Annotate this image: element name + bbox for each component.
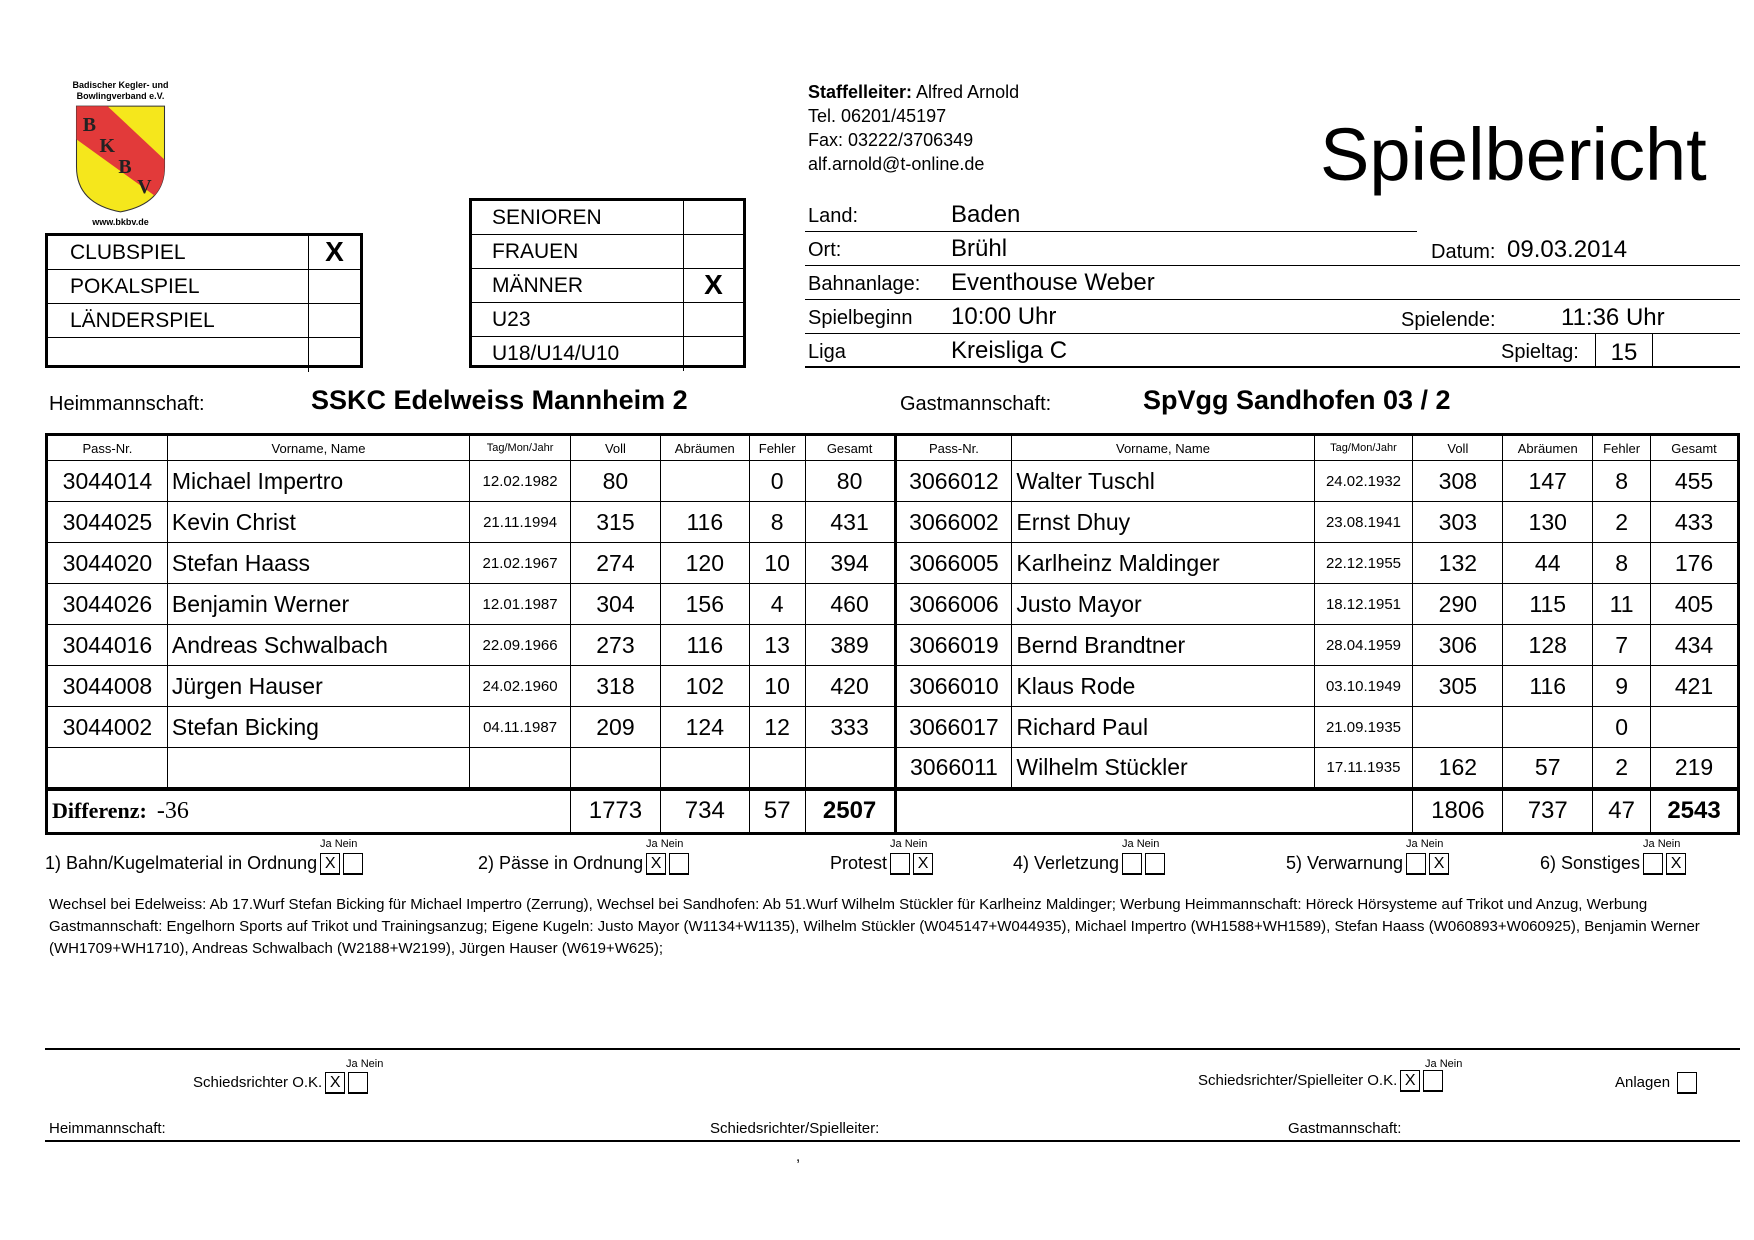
referee2-ok-nein-checkbox[interactable] xyxy=(1423,1070,1443,1092)
land-value: Baden xyxy=(951,201,1021,228)
guest-name: Wilhelm Stückler xyxy=(1012,748,1314,789)
home-pass-nr: 3044002 xyxy=(47,707,168,748)
svg-text:B: B xyxy=(82,114,97,137)
guest-birthdate: 18.12.1951 xyxy=(1314,584,1413,625)
beginn-value: 10:00 Uhr xyxy=(951,303,1057,330)
guest-total-spacer xyxy=(895,789,1413,834)
shield-icon xyxy=(68,104,173,214)
contact-tel: Tel. 06201/45197 xyxy=(808,106,947,126)
anlagen-label: Anlagen xyxy=(1615,1073,1671,1091)
header-name: Vorname, Name xyxy=(1012,435,1314,461)
check-item xyxy=(830,853,933,875)
check-label: Protest xyxy=(830,853,888,873)
guest-voll: 305 xyxy=(1413,666,1503,707)
ja-checkbox[interactable]: X xyxy=(320,853,340,875)
guest-fehler: 7 xyxy=(1593,625,1651,666)
guest-name: Walter Tuschl xyxy=(1012,461,1314,502)
guest-gesamt: 434 xyxy=(1651,625,1739,666)
guest-voll: 290 xyxy=(1413,584,1503,625)
guest-name: Karlheinz Maldinger xyxy=(1012,543,1314,584)
guest-abraeumen: 128 xyxy=(1503,625,1593,666)
table-row xyxy=(47,502,1739,543)
referee2-ok-label: Schiedsrichter/Spielleiter O.K. xyxy=(1198,1071,1398,1089)
guest-birthdate: 17.11.1935 xyxy=(1314,748,1413,789)
header-birthdate: Tag/Mon/Jahr xyxy=(470,435,571,461)
category-label: U18/U14/U10 xyxy=(492,342,620,365)
guest-abraeumen: 57 xyxy=(1503,748,1593,789)
home-fehler: 8 xyxy=(749,502,805,543)
header-pass-nr: Pass-Nr. xyxy=(895,435,1012,461)
home-birthdate: 12.02.1982 xyxy=(470,461,571,502)
game-type-box xyxy=(45,233,363,368)
guest-abraeumen: 116 xyxy=(1503,666,1593,707)
category-label: FRAUEN xyxy=(492,239,579,263)
home-voll: 80 xyxy=(571,461,661,502)
home-total-abraeumen: 734 xyxy=(660,789,749,834)
home-birthdate: 22.09.1966 xyxy=(470,625,571,666)
ja-label: Ja xyxy=(346,1058,358,1070)
difference-cell xyxy=(47,789,571,834)
home-gesamt: 333 xyxy=(805,707,895,748)
nein-checkbox[interactable] xyxy=(669,853,689,875)
ja-checkbox[interactable]: X xyxy=(646,853,666,875)
guest-fehler: 2 xyxy=(1593,748,1651,789)
header-voll: Voll xyxy=(1413,435,1503,461)
anlagen xyxy=(1615,1072,1697,1094)
home-pass-nr: 3044016 xyxy=(47,625,168,666)
nein-label: Nein xyxy=(1420,838,1444,850)
home-gesamt xyxy=(805,748,895,789)
home-name: Stefan Bicking xyxy=(167,707,469,748)
bahn-value: Eventhouse Weber xyxy=(951,269,1155,296)
guest-abraeumen: 115 xyxy=(1503,584,1593,625)
ja-nein-header xyxy=(890,838,927,850)
referee2-ok-ja-checkbox[interactable]: X xyxy=(1400,1070,1420,1092)
home-birthdate: 12.01.1987 xyxy=(470,584,571,625)
spieltag-label: Spieltag: xyxy=(1501,341,1579,363)
home-voll: 315 xyxy=(571,502,661,543)
home-gesamt: 420 xyxy=(805,666,895,707)
header-gesamt: Gesamt xyxy=(1651,435,1739,461)
guest-abraeumen xyxy=(1503,707,1593,748)
game-type-check[interactable] xyxy=(308,270,360,303)
remarks-text: Wechsel bei Edelweiss: Ab 17.Wurf Stefan Bicking für Michael Impertro (Zerrung), Wechsel bei Sandhofen: Ab 51.Wurf Wilhelm Stückler für Karlheinz Maldinger; Werbung Heimmannschaft: Höreck Hörsysteme auf Trikot und Anzug, Werbung Gastmannschaft: Engelhorn Sports auf Trikot und Trainingsanzug; Eigene Kugeln: Justo Mayor (W1134+W1135), Wilhelm Stückler (W045147+W044935), Michael Impertro (WH1588+WH1589), Stefan Haass (W060893+W060925), Benjamin Werner (WH1709+WH1710), Andreas Schwalbach (W2188+W2199), Jürgen Hauser (W619+W625); xyxy=(49,896,1700,957)
home-abraeumen: 124 xyxy=(660,707,749,748)
ja-label: Ja xyxy=(1425,1058,1437,1070)
category-check[interactable] xyxy=(683,337,743,371)
guest-fehler: 8 xyxy=(1593,543,1651,584)
category-check[interactable] xyxy=(683,235,743,268)
home-abraeumen: 102 xyxy=(660,666,749,707)
home-gesamt: 394 xyxy=(805,543,895,584)
comma-mark: , xyxy=(796,1148,801,1165)
bkbv-logo xyxy=(68,80,173,228)
nein-label: Nein xyxy=(1136,838,1160,850)
home-birthdate xyxy=(470,748,571,789)
home-fehler: 13 xyxy=(749,625,805,666)
guest-name: Ernst Dhuy xyxy=(1012,502,1314,543)
ja-label: Ja xyxy=(1643,838,1655,850)
ort-label: Ort: xyxy=(808,239,842,261)
signature-line xyxy=(45,1140,1740,1142)
guest-pass-nr: 3066005 xyxy=(895,543,1012,584)
match-info xyxy=(805,198,1740,368)
header-abraeumen: Abräumen xyxy=(1503,435,1593,461)
guest-pass-nr: 3066012 xyxy=(895,461,1012,502)
guest-gesamt: 421 xyxy=(1651,666,1739,707)
home-voll: 209 xyxy=(571,707,661,748)
game-type-label: LÄNDERSPIEL xyxy=(70,308,215,332)
nein-label: Nein xyxy=(904,838,928,850)
table-header xyxy=(47,435,1739,461)
nein-label: Nein xyxy=(360,1058,384,1070)
check-label: 2) Pässe in Ordnung xyxy=(478,853,644,873)
guest-fehler: 9 xyxy=(1593,666,1651,707)
category-check[interactable] xyxy=(683,201,743,234)
guest-name: Bernd Brandtner xyxy=(1012,625,1314,666)
home-name: Jürgen Hauser xyxy=(167,666,469,707)
ja-label: Ja xyxy=(890,838,902,850)
contact-fax: Fax: 03222/3706349 xyxy=(808,130,974,150)
contact-label: Staffelleiter: xyxy=(808,82,913,102)
ja-nein-header xyxy=(1406,838,1443,850)
nein-checkbox[interactable]: X xyxy=(913,853,933,875)
spieltag-value: 15 xyxy=(1595,334,1653,367)
guest-voll: 303 xyxy=(1413,502,1503,543)
liga-value: Kreisliga C xyxy=(951,337,1068,364)
ja-checkbox[interactable] xyxy=(890,853,910,875)
home-name xyxy=(167,748,469,789)
guest-name: Klaus Rode xyxy=(1012,666,1314,707)
guest-gesamt: 176 xyxy=(1651,543,1739,584)
table-row xyxy=(47,707,1739,748)
home-total-gesamt: 2507 xyxy=(805,789,895,834)
check-label: 4) Verletzung xyxy=(1013,853,1120,873)
check-label: 1) Bahn/Kugelmaterial in Ordnung xyxy=(45,853,318,873)
header-pass-nr: Pass-Nr. xyxy=(47,435,168,461)
logo-url: www.bkbv.de xyxy=(92,217,149,227)
ja-label: Ja xyxy=(1406,838,1418,850)
home-voll xyxy=(571,748,661,789)
ja-nein-header xyxy=(1122,838,1159,850)
header-name: Vorname, Name xyxy=(167,435,469,461)
guest-fehler: 0 xyxy=(1593,707,1651,748)
home-pass-nr: 3044025 xyxy=(47,502,168,543)
category-label: SENIOREN xyxy=(492,205,602,229)
nein-checkbox[interactable] xyxy=(343,853,363,875)
table-row xyxy=(47,461,1739,502)
home-pass-nr: 3044014 xyxy=(47,461,168,502)
ende-label: Spielende: xyxy=(1401,309,1496,331)
category-box xyxy=(469,198,746,368)
nein-label: Nein xyxy=(660,838,684,850)
guest-birthdate: 03.10.1949 xyxy=(1314,666,1413,707)
check-item xyxy=(1013,853,1165,875)
guest-total-voll: 1806 xyxy=(1413,789,1503,834)
home-total-voll: 1773 xyxy=(571,789,661,834)
table-row xyxy=(47,748,1739,789)
guest-total-gesamt: 2543 xyxy=(1651,789,1739,834)
guest-birthdate: 24.02.1932 xyxy=(1314,461,1413,502)
home-voll: 318 xyxy=(571,666,661,707)
ja-nein-header xyxy=(320,838,357,850)
check-label: 6) Sonstiges xyxy=(1540,853,1641,873)
divider xyxy=(45,1048,1740,1050)
home-pass-nr: 3044020 xyxy=(47,543,168,584)
guest-abraeumen: 147 xyxy=(1503,461,1593,502)
category-label: MÄNNER xyxy=(492,273,584,297)
ja-label: Ja xyxy=(1122,838,1134,850)
check-item xyxy=(1286,853,1449,875)
guest-gesamt: 433 xyxy=(1651,502,1739,543)
guest-pass-nr: 3066011 xyxy=(895,748,1012,789)
ja-nein-header xyxy=(1643,838,1680,850)
header-abraeumen: Abräumen xyxy=(660,435,749,461)
home-name: Andreas Schwalbach xyxy=(167,625,469,666)
home-abraeumen: 116 xyxy=(660,625,749,666)
ja-checkbox[interactable] xyxy=(1643,853,1663,875)
guest-voll xyxy=(1413,707,1503,748)
home-fehler xyxy=(749,748,805,789)
datum-label: Datum: xyxy=(1431,241,1496,263)
guest-signature-label: Gastmannschaft: xyxy=(1288,1120,1402,1137)
guest-total-fehler: 47 xyxy=(1593,789,1651,834)
guest-pass-nr: 3066006 xyxy=(895,584,1012,625)
category-check[interactable] xyxy=(683,303,743,336)
home-abraeumen xyxy=(660,461,749,502)
home-pass-nr: 3044026 xyxy=(47,584,168,625)
guest-pass-nr: 3066010 xyxy=(895,666,1012,707)
guest-abraeumen: 130 xyxy=(1503,502,1593,543)
guest-voll: 308 xyxy=(1413,461,1503,502)
ort-value: Brühl xyxy=(951,235,1008,262)
game-type-check[interactable]: X xyxy=(308,236,360,269)
beginn-label: Spielbeginn xyxy=(808,307,913,329)
category-check[interactable]: X xyxy=(683,269,743,302)
svg-text:K: K xyxy=(99,135,116,158)
header-birthdate: Tag/Mon/Jahr xyxy=(1314,435,1413,461)
referee2-ok xyxy=(1198,1070,1443,1092)
header-gesamt: Gesamt xyxy=(805,435,895,461)
guest-name: Justo Mayor xyxy=(1012,584,1314,625)
svg-text:B: B xyxy=(118,156,132,179)
nein-label: Nein xyxy=(334,838,358,850)
score-table xyxy=(45,433,1740,835)
guest-gesamt: 219 xyxy=(1651,748,1739,789)
home-pass-nr: 3044008 xyxy=(47,666,168,707)
home-name: Stefan Haass xyxy=(167,543,469,584)
contact-name: Alfred Arnold xyxy=(916,82,1020,102)
datum-value: 09.03.2014 xyxy=(1507,236,1628,263)
home-abraeumen: 116 xyxy=(660,502,749,543)
guest-pass-nr: 3066019 xyxy=(895,625,1012,666)
svg-text:V: V xyxy=(137,176,152,199)
ja-checkbox[interactable] xyxy=(1122,853,1142,875)
nein-label: Nein xyxy=(1439,1058,1463,1070)
home-signature-label: Heimmannschaft: xyxy=(49,1120,166,1137)
liga-label: Liga xyxy=(808,341,846,363)
home-voll: 273 xyxy=(571,625,661,666)
home-abraeumen xyxy=(660,748,749,789)
contact-email: alf.arnold@t-online.de xyxy=(808,154,985,174)
guest-voll: 162 xyxy=(1413,748,1503,789)
home-gesamt: 460 xyxy=(805,584,895,625)
home-birthdate: 24.02.1960 xyxy=(470,666,571,707)
guest-gesamt: 405 xyxy=(1651,584,1739,625)
guest-fehler: 2 xyxy=(1593,502,1651,543)
logo-org: Badischer Kegler- und Bowlingverband e.V. xyxy=(72,80,169,101)
game-type-label: POKALSPIEL xyxy=(70,274,200,298)
nein-checkbox[interactable]: X xyxy=(1666,853,1686,875)
header-fehler: Fehler xyxy=(749,435,805,461)
bahn-label: Bahnanlage: xyxy=(808,273,921,295)
home-birthdate: 04.11.1987 xyxy=(470,707,571,748)
page-title: Spielbericht xyxy=(1320,113,1707,196)
ja-label: Ja xyxy=(320,838,332,850)
home-gesamt: 389 xyxy=(805,625,895,666)
home-fehler: 0 xyxy=(749,461,805,502)
guest-gesamt: 455 xyxy=(1651,461,1739,502)
ende-value: 11:36 Uhr xyxy=(1561,304,1665,331)
check-item xyxy=(478,853,689,875)
game-type-label: CLUBSPIEL xyxy=(70,240,186,264)
anlagen-checkbox[interactable] xyxy=(1677,1072,1697,1094)
guest-birthdate: 23.08.1941 xyxy=(1314,502,1413,543)
referee-ok-ja-checkbox[interactable]: X xyxy=(325,1072,345,1094)
totals-row xyxy=(47,789,1739,834)
nein-label: Nein xyxy=(1657,838,1681,850)
referee-signature-label: Schiedsrichter/Spielleiter: xyxy=(710,1120,880,1137)
guest-gesamt xyxy=(1651,707,1739,748)
guest-total-abraeumen: 737 xyxy=(1503,789,1593,834)
home-fehler: 4 xyxy=(749,584,805,625)
table-row xyxy=(47,625,1739,666)
referee-ok xyxy=(193,1072,368,1094)
guest-fehler: 8 xyxy=(1593,461,1651,502)
home-name: Benjamin Werner xyxy=(167,584,469,625)
category-label: U23 xyxy=(492,307,531,331)
guest-birthdate: 22.12.1955 xyxy=(1314,543,1413,584)
home-abraeumen: 120 xyxy=(660,543,749,584)
guest-pass-nr: 3066002 xyxy=(895,502,1012,543)
guest-voll: 132 xyxy=(1413,543,1503,584)
referee-ok-label: Schiedsrichter O.K. xyxy=(193,1073,323,1091)
home-name: Kevin Christ xyxy=(167,502,469,543)
game-type-check[interactable] xyxy=(308,338,360,372)
guest-voll: 306 xyxy=(1413,625,1503,666)
guest-name: Richard Paul xyxy=(1012,707,1314,748)
home-voll: 304 xyxy=(571,584,661,625)
table-row xyxy=(47,584,1739,625)
home-abraeumen: 156 xyxy=(660,584,749,625)
guest-fehler: 11 xyxy=(1593,584,1651,625)
contact-block xyxy=(808,80,1019,176)
land-label: Land: xyxy=(808,205,859,227)
ja-label: Ja xyxy=(646,838,658,850)
home-total-fehler: 57 xyxy=(749,789,805,834)
difference-label: Differenz: xyxy=(52,798,147,824)
header-voll: Voll xyxy=(571,435,661,461)
game-type-check[interactable] xyxy=(308,304,360,337)
guest-birthdate: 21.09.1935 xyxy=(1314,707,1413,748)
guest-team-name: SpVgg Sandhofen 03 / 2 xyxy=(1143,385,1451,415)
home-fehler: 10 xyxy=(749,666,805,707)
guest-abraeumen: 44 xyxy=(1503,543,1593,584)
home-voll: 274 xyxy=(571,543,661,584)
home-gesamt: 80 xyxy=(805,461,895,502)
header-fehler: Fehler xyxy=(1593,435,1651,461)
check-item xyxy=(45,853,363,875)
home-name: Michael Impertro xyxy=(167,461,469,502)
ja-nein-header xyxy=(646,838,683,850)
home-birthdate: 21.02.1967 xyxy=(470,543,571,584)
nein-checkbox[interactable]: X xyxy=(1429,853,1449,875)
home-fehler: 12 xyxy=(749,707,805,748)
table-row xyxy=(47,666,1739,707)
guest-birthdate: 28.04.1959 xyxy=(1314,625,1413,666)
difference-value: -36 xyxy=(156,798,189,825)
home-fehler: 10 xyxy=(749,543,805,584)
referee-ok-nein-checkbox[interactable] xyxy=(348,1072,368,1094)
check-item xyxy=(1540,853,1686,875)
check-label: 5) Verwarnung xyxy=(1286,853,1404,873)
guest-team-label: Gastmannschaft: xyxy=(900,393,1052,415)
home-team-label: Heimmannschaft: xyxy=(49,393,205,415)
ja-checkbox[interactable] xyxy=(1406,853,1426,875)
table-row xyxy=(47,543,1739,584)
home-team-name: SSKC Edelweiss Mannheim 2 xyxy=(311,385,688,415)
home-birthdate: 21.11.1994 xyxy=(470,502,571,543)
nein-checkbox[interactable] xyxy=(1145,853,1165,875)
home-pass-nr xyxy=(47,748,168,789)
guest-pass-nr: 3066017 xyxy=(895,707,1012,748)
home-gesamt: 431 xyxy=(805,502,895,543)
